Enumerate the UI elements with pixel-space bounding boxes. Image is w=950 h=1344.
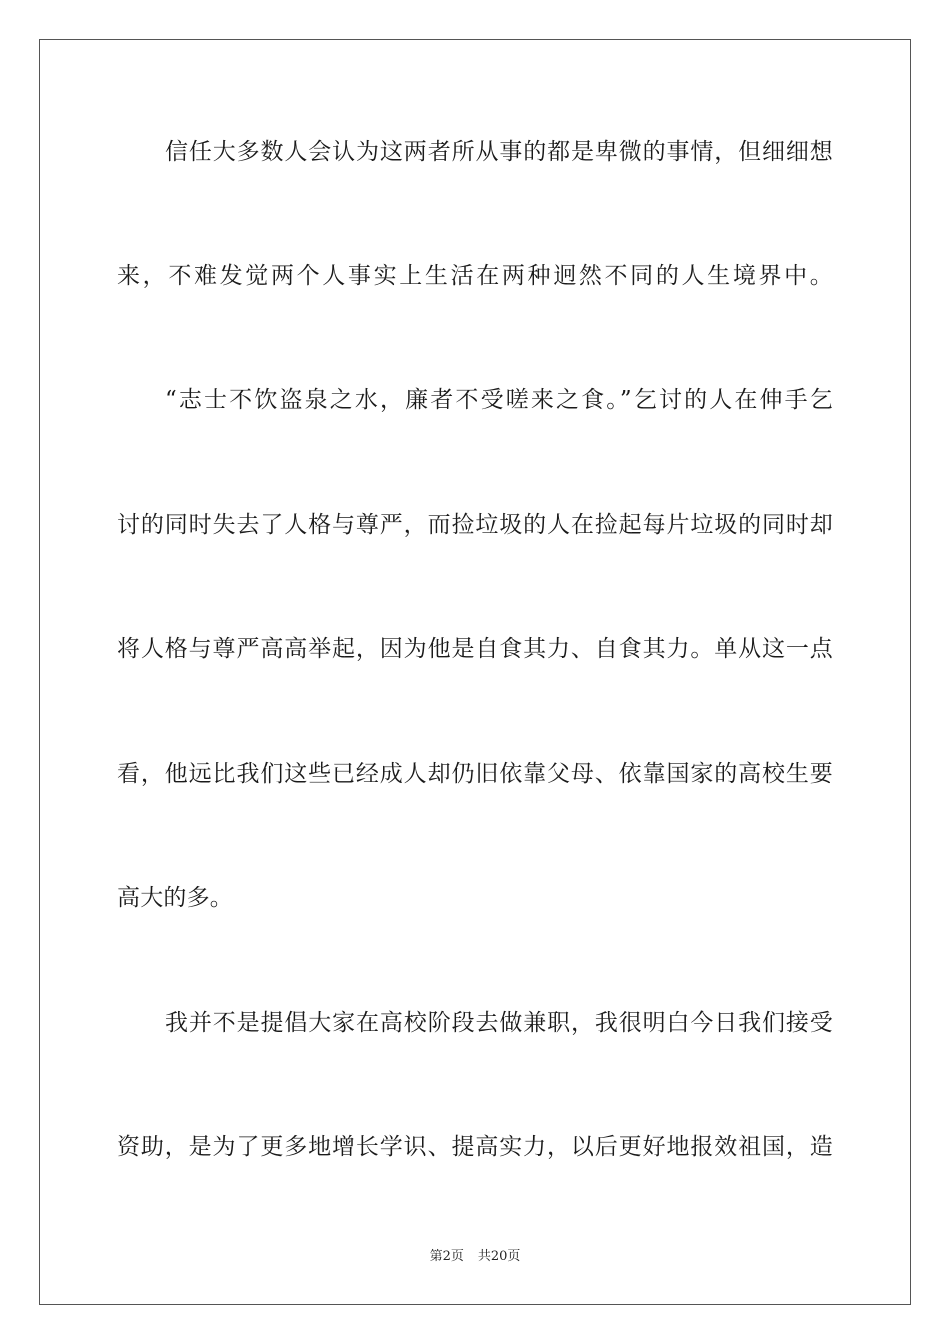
page-total: 共20页 <box>477 1249 521 1264</box>
paragraph-line: 信任大多数人会认为这两者所从事的都是卑微的事情，但细细想 <box>165 139 833 165</box>
paragraph-line: 来，不难发觉两个人事实上生活在两种迥然不同的人生境界中。 <box>117 263 833 289</box>
page-footer <box>0 1247 950 1267</box>
paragraph-line: 高大的多。 <box>117 885 233 911</box>
paragraph-line: “志士不饮盗泉之水，廉者不受嗟来之食。”乞讨的人在伸手乞 <box>165 387 833 413</box>
paragraph-line: 看，他远比我们这些已经成人却仍旧依靠父母、依靠国家的高校生要 <box>117 761 833 787</box>
paragraph-line: 我并不是提倡大家在高校阶段去做兼职，我很明白今日我们接受 <box>165 1010 833 1036</box>
paragraph-line: 讨的同时失去了人格与尊严，而捡垃圾的人在捡起每片垃圾的同时却 <box>117 512 833 538</box>
page-frame <box>39 39 911 1305</box>
paragraph-line: 资助，是为了更多地增长学识、提高实力，以后更好地报效祖国，造 <box>117 1134 833 1160</box>
paragraph-line: 将人格与尊严高高举起，因为他是自食其力、自食其力。单从这一点 <box>117 636 833 662</box>
page-number: 第2页 <box>429 1249 464 1264</box>
